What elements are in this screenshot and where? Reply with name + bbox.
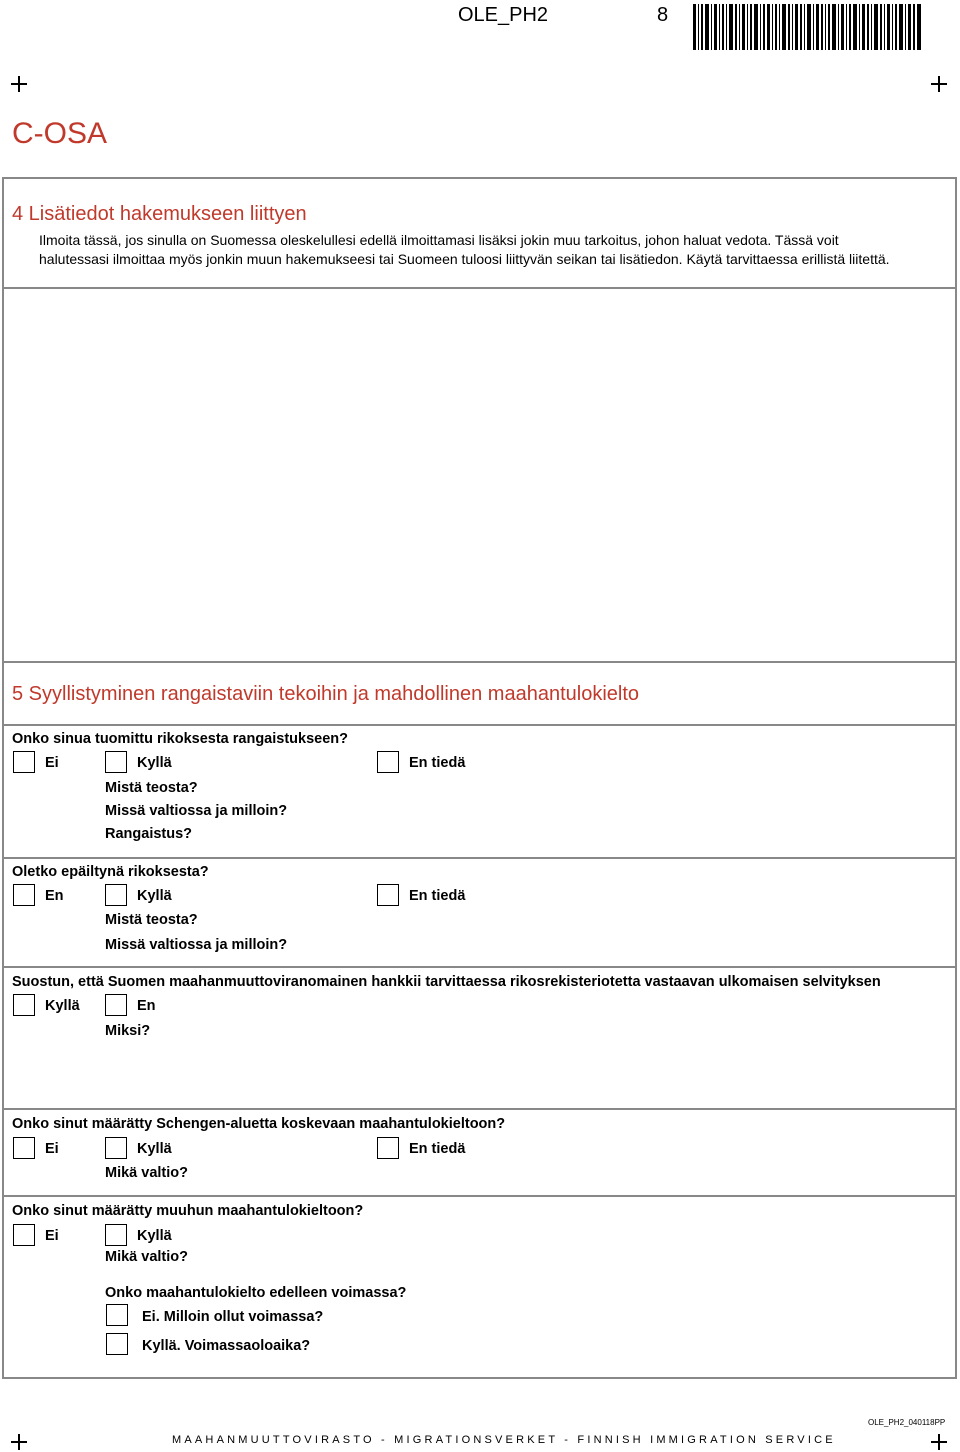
ban-still-valid-yes-label: Kyllä. Voimassaoloaika? xyxy=(142,1338,311,1354)
other-ban-yes-checkbox[interactable] xyxy=(105,1224,127,1246)
footer-form-code: OLE_PH2_040118PP xyxy=(868,1418,946,1427)
footer-agency: MAAHANMUUTTOVIRASTO - MIGRATIONSVERKET - FINNISH IMMIGRATION SERVICE xyxy=(172,1434,836,1446)
registration-mark-bottom-left xyxy=(11,1434,27,1450)
suspected-no-label: En xyxy=(45,888,64,904)
convicted-no-label: Ei xyxy=(45,755,59,771)
convicted-unknown-label: En tiedä xyxy=(409,755,466,771)
consent-follow-why: Miksi? xyxy=(105,1023,151,1039)
convicted-no-checkbox[interactable] xyxy=(13,751,35,773)
consent-question: Suostun, että Suomen maahanmuuttoviranomainen hankkii tarvittaessa rikosrekisteriotetta vastaavan ulkomaisen selvityksen xyxy=(12,974,881,990)
consent-no-checkbox[interactable] xyxy=(105,994,127,1016)
suspected-follow-where: Missä valtiossa ja milloin? xyxy=(105,937,288,953)
divider xyxy=(2,1108,957,1110)
schengen-ban-no-label: Ei xyxy=(45,1141,59,1157)
schengen-ban-follow-country: Mikä valtio? xyxy=(105,1165,188,1181)
page-number: 8 xyxy=(657,4,669,26)
other-ban-no-label: Ei xyxy=(45,1228,59,1244)
suspected-follow-what: Mistä teosta? xyxy=(105,912,198,928)
ban-still-valid-no-label: Ei. Milloin ollut voimassa? xyxy=(142,1309,324,1325)
section-title: C-OSA xyxy=(12,117,108,150)
convicted-follow-what: Mistä teosta? xyxy=(105,780,198,796)
other-ban-no-checkbox[interactable] xyxy=(13,1224,35,1246)
divider xyxy=(2,966,957,968)
suspected-yes-label: Kyllä xyxy=(137,888,172,904)
schengen-ban-question: Onko sinut määrätty Schengen-aluetta koskevaan maahantulokieltoon? xyxy=(12,1116,506,1132)
q4-answer-area[interactable] xyxy=(6,292,953,657)
q4-intro-line2: halutessasi ilmoittaa myös jonkin muun hakemukseesi tai Suomeen tuloosi liittyvän seikan tai lisätiedon. Käytä tarvittaessa erillistä liitettä. xyxy=(39,251,890,267)
schengen-ban-unknown-checkbox[interactable] xyxy=(377,1137,399,1159)
suspected-no-checkbox[interactable] xyxy=(13,884,35,906)
other-ban-question: Onko sinut määrätty muuhun maahantulokieltoon? xyxy=(12,1203,364,1219)
schengen-ban-yes-checkbox[interactable] xyxy=(105,1137,127,1159)
schengen-ban-unknown-label: En tiedä xyxy=(409,1141,466,1157)
consent-yes-checkbox[interactable] xyxy=(13,994,35,1016)
convicted-yes-label: Kyllä xyxy=(137,755,172,771)
barcode xyxy=(693,4,921,50)
form-code: OLE_PH2 xyxy=(458,4,549,26)
suspected-unknown-label: En tiedä xyxy=(409,888,466,904)
registration-mark-top-right xyxy=(931,76,947,92)
convicted-yes-checkbox[interactable] xyxy=(105,751,127,773)
consent-yes-label: Kyllä xyxy=(45,998,80,1014)
consent-no-label: En xyxy=(137,998,156,1014)
q4-heading: 4 Lisätiedot hakemukseen liittyen xyxy=(12,203,307,225)
other-ban-yes-label: Kyllä xyxy=(137,1228,172,1244)
suspected-question: Oletko epäiltynä rikoksesta? xyxy=(12,864,209,880)
convicted-follow-sentence: Rangaistus? xyxy=(105,826,193,842)
ban-still-valid-no-checkbox[interactable] xyxy=(106,1304,128,1326)
registration-mark-bottom-right xyxy=(931,1434,947,1450)
suspected-unknown-checkbox[interactable] xyxy=(377,884,399,906)
convicted-follow-where: Missä valtiossa ja milloin? xyxy=(105,803,288,819)
suspected-yes-checkbox[interactable] xyxy=(105,884,127,906)
divider xyxy=(2,724,957,726)
registration-mark-top-left xyxy=(11,76,27,92)
divider xyxy=(2,857,957,859)
convicted-unknown-checkbox[interactable] xyxy=(377,751,399,773)
ban-still-valid-question: Onko maahantulokielto edelleen voimassa? xyxy=(105,1285,407,1301)
q5-heading: 5 Syyllistyminen rangaistaviin tekoihin ja mahdollinen maahantulokielto xyxy=(12,683,640,705)
divider xyxy=(2,661,957,663)
q4-intro-line1: Ilmoita tässä, jos sinulla on Suomessa oleskelullesi edellä ilmoittamasi lisäksi jokin muu tarkoitus, johon haluat vedota. Tässä voit xyxy=(39,232,839,248)
divider xyxy=(2,1195,957,1197)
convicted-question: Onko sinua tuomittu rikoksesta rangaistukseen? xyxy=(12,731,348,747)
schengen-ban-yes-label: Kyllä xyxy=(137,1141,172,1157)
ban-still-valid-yes-checkbox[interactable] xyxy=(106,1333,128,1355)
schengen-ban-no-checkbox[interactable] xyxy=(13,1137,35,1159)
other-ban-follow-country: Mikä valtio? xyxy=(105,1249,188,1265)
divider xyxy=(2,287,957,289)
